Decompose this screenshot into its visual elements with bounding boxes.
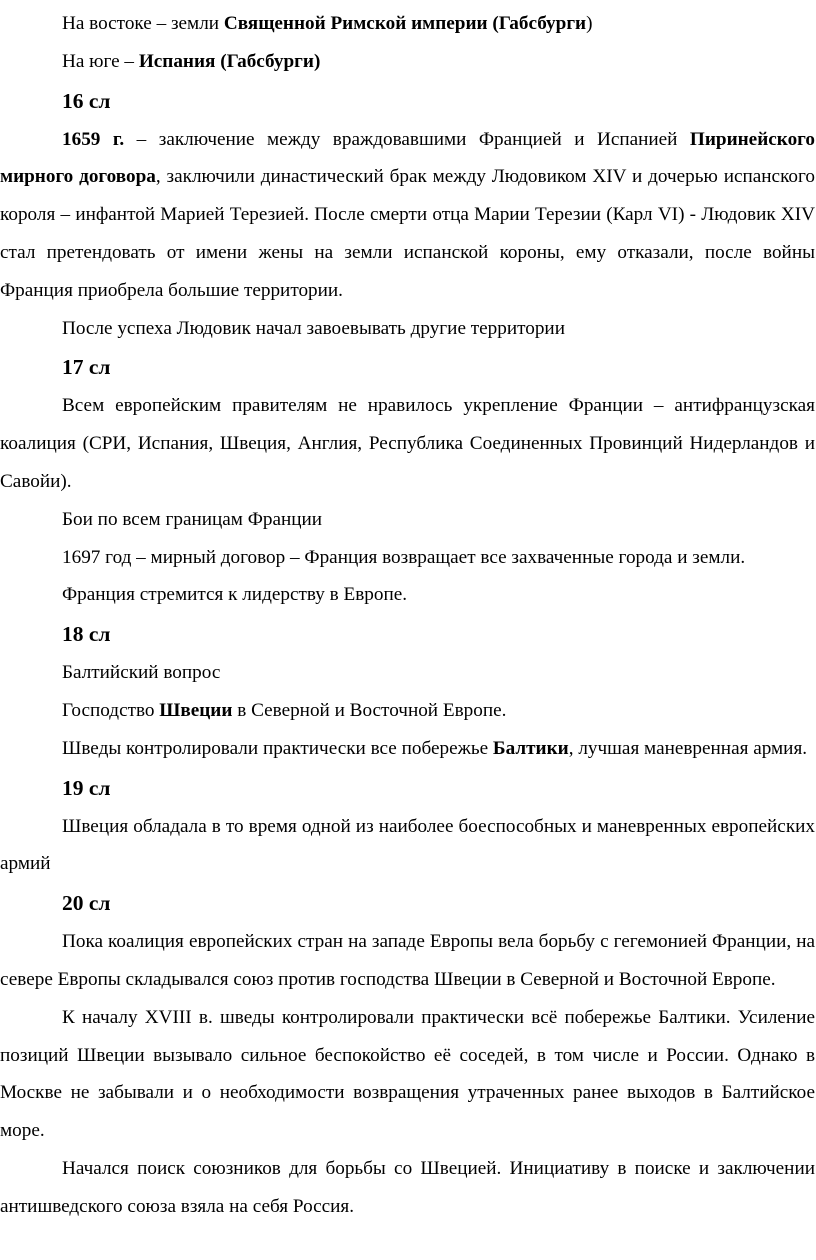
text: На востоке – земли — [62, 13, 224, 34]
slide-heading-20: 20 сл — [62, 891, 111, 916]
paragraph-dominion — [0, 692, 816, 730]
paragraph-east — [0, 5, 816, 43]
paragraph-coalition: Всем европейским правителям не нравилось укрепление Франции – антифранцузская коалиция (СРИ, Испания, Швеция, Англия, Республика Соединенных Провинций Нидерландов и Савойи). — [0, 395, 815, 492]
text: Шведы контролировали практически все побережье — [62, 737, 493, 759]
paragraph-1697: 1697 год – мирный договор – Франция возвращает все захваченные города и земли. — [62, 546, 746, 568]
paragraph-xviii: К началу XVIII в. шведы контролировали практически всё побережье Балтики. Усиление позиций Швеции вызывало сильное беспокойство её соседей, в том числе и России. Однако в Москве не забывали и о необходимости возвращения утраченных ранее выходов в Балтийское море. — [0, 1006, 815, 1142]
bold-text: Испания (Габсбурги) — [138, 50, 321, 72]
paragraph-baltic-question: Балтийский вопрос — [62, 662, 221, 684]
slide-heading-19: 19 сл — [62, 775, 111, 800]
text: ) — [586, 13, 593, 34]
text: – заключение между враждовавшими Францией и Испанией — [124, 128, 690, 150]
bold-text: 1659 г. — [62, 128, 125, 150]
paragraph-battles: Бои по всем границам Франции — [62, 508, 323, 530]
paragraph-1659 — [0, 121, 816, 310]
bold-text: Балтики — [492, 737, 569, 759]
text: , заключили династический брак между Людовиком XIV и дочерью испанского короля – инфантой Марией Терезией. После смерти отца Марии Терезии (Карл VI) - Людовик XIV стал претендовать от имени жены на земли испанской короны, ему отказали, после войны Франция приобрела большие территории. — [0, 166, 815, 301]
paragraph-leader: Франция стремится к лидерству в Европе. — [62, 584, 408, 606]
paragraph-army: Швеция обладала в то время одной из наиболее боеспособных и маневренных европейских армий — [0, 815, 815, 875]
bold-text: Пиринейского мирного договора — [0, 128, 815, 188]
text: На юге – — [62, 50, 139, 72]
paragraph-south — [0, 43, 816, 81]
text: Господство — [62, 699, 160, 721]
paragraph-swedes — [0, 730, 816, 768]
text: в Северной и Восточной Европе. — [232, 699, 507, 721]
paragraph-after-success: После успеха Людовик начал завоевывать другие территории — [62, 317, 565, 339]
bold-text: Священной Римской империи (Габсбурги — [223, 13, 587, 34]
slide-heading-16: 16 сл — [62, 88, 111, 113]
text: , лучшая маневренная армия. — [568, 737, 808, 759]
paragraph-union: Пока коалиция европейских стран на западе Европы вела борьбу с гегемонией Франции, на севере Европы складывался союз против господства Швеции в Северной и Восточной Европе. — [0, 931, 815, 990]
slide-heading-18: 18 сл — [62, 622, 111, 647]
bold-text: Швеции — [159, 699, 233, 721]
slide-heading-17: 17 сл — [62, 355, 111, 380]
paragraph-allies: Начался поиск союзников для борьбы со Швецией. Инициативу в поиске и заключении антишведского союза взяла на себя Россия. — [0, 1157, 815, 1217]
